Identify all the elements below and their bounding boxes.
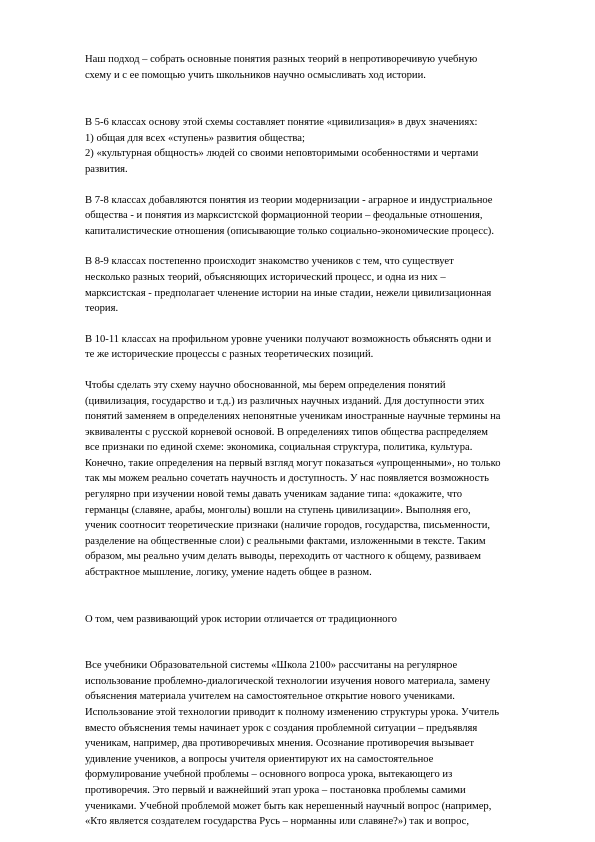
document-body [85,52,545,830]
paragraph-grades-8-9: В 8-9 классах постепенно происходит знакомство учеников с тем, что существует несколько разных теорий, объясняющих исторический процесс, и одна из них – марксистская - предполагает членение истории на иные стадии, нежели цивилизационная теория. [85,256,492,315]
paragraph-textbooks: Все учебники Образовательной системы «Школа 2100» рассчитаны на регулярное использование проблемно-диалогической технологии изучения нового материала, замену объяснения материала учителем на самостоятельное открытие нового учениками. Использование этой технологии приводит к полному изменению структуры урока. Учитель вместо объяснения темы начинает урок с создания проблемной ситуации – предъявляя ученикам, например, два противоречивых мнения. Осознание противоречия вызывает удивление учеников, а вопросы учителя ориентируют их на самостоятельное формулирование учебной проблемы – основного вопроса урока, вытекающего из противоречия. Это первый и важнейший этап урока – постановка проблемы самими учениками. Учебной проблемой может быть как нерешенный научный вопрос (например, «Кто является создателем государства Русь – норманны или славяне?») так и вопрос, [85,660,500,828]
paragraph-definitions: Чтобы сделать эту схему научно обоснованной, мы берем определения понятий (цивилизация, государство и т.д.) из различных научных изданий. Для доступности этих понятий заменяем в определениях непонятные ученикам иностранные научные термины на эквиваленты с русской корневой основой. В определениях типов общества распределяем все признаки по единой схеме: экономика, социальная структура, политика, культура. Конечно, такие определения на первый взгляд могут показаться «упрощенными», но только так мы можем реально сочетать научность и доступность. У нас появляется возможность регулярно при изучении новой темы давать ученикам задание типа: «докажите, что германцы (славяне, арабы, монголы) вошли на ступень цивилизации». Выполняя его, ученик соотносит теоретические признаки (наличие городов, государства, письменности, разделение на общественные слои) с реальными фактами, изложенными в тексте. Таким образом, мы реально учим делать выводы, переходить от частного к общему, развиваем абстрактное мышление, логику, умение надеть общее в разном. [85,379,501,579]
paragraph-grades-5-6: В 5-6 классах основу этой схемы составляет понятие «цивилизация» в двух значениях: 1) общая для всех «ступень» развития общества; 2) «культурная общность» людей со своими неповторимыми особенностями и чертами развития. [85,117,479,175]
paragraph-grades-10-11: В 10-11 классах на профильном уровне ученики получают возможность объяснять одни и те же исторические процессы с разных теоретических позиций. [85,333,492,361]
paragraph-grades-7-8: В 7-8 классах добавляются понятия из теории модернизации - аграрное и индустриальное общества - и понятия из марксистской формационной теории – феодальные отношения, капиталистические отношения (описывающие только социально-экономические процесс). [85,194,494,237]
section-heading: О том, чем развивающий урок истории отличается от традиционного [85,613,397,625]
paragraph-approach: Наш подход – собрать основные понятия разных теорий в непротиворечивую учебную схему и с ее помощью учить школьников научно осмысливать ход истории. [85,54,478,81]
